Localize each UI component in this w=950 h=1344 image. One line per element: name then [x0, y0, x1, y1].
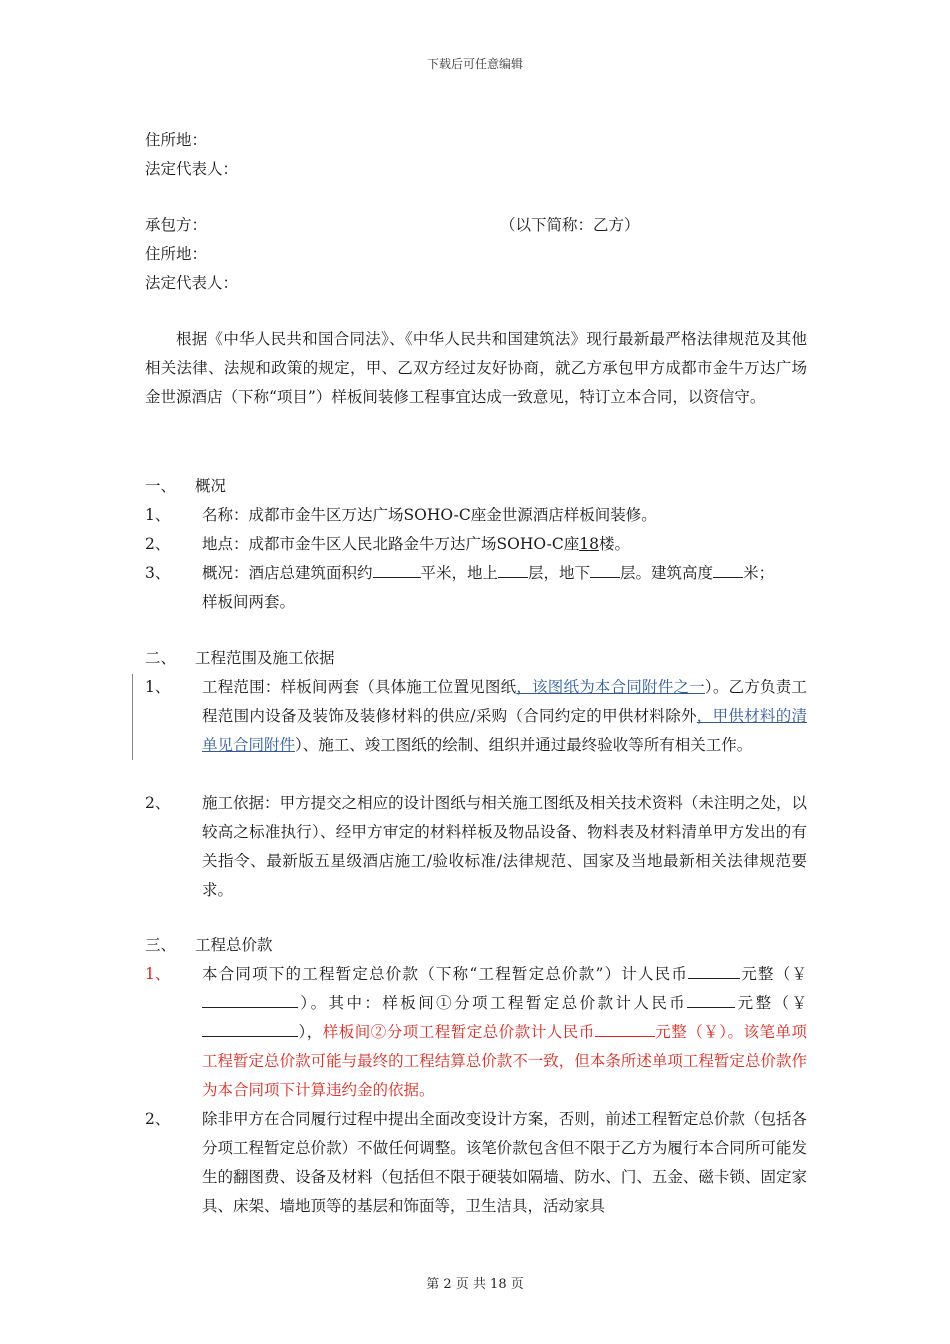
s3-item1-part-c: ）。其中：样板间①分项工程暂定总价款计人民币 — [298, 994, 688, 1012]
room1-yuan-blank — [202, 1020, 298, 1037]
s1-item2-part-a: 地点：成都市金牛区人民北路金牛万达广场SOHO-C座 — [202, 535, 580, 553]
s3-item1-part-d: 元整（￥ — [735, 994, 807, 1012]
s1-item3-part-d: 层。建筑高度 — [620, 564, 714, 582]
s2-item1-number: 1、 — [145, 678, 171, 696]
s2-item2-text: 施工依据：甲方提交之相应的设计图纸与相关施工图纸及相关技术资料（未注明之处，以较高之标准执行）、经甲方审定的材料样板及物品设备、物料表及材料清单甲方发出的有关指令、最新版五星级酒店施工/验收标准/法律规范、国家及当地最新相关法律规范要求。 — [202, 794, 807, 899]
s3-item1-number: 1、 — [145, 965, 171, 983]
s3-item1-part-e: ）， — [298, 1023, 323, 1041]
party-b-contractor-label: 承包方： — [145, 216, 208, 234]
section-2-title: 工程范围及施工依据 — [195, 649, 335, 667]
section-1-heading — [145, 472, 227, 501]
section-3-title: 工程总价款 — [195, 936, 273, 954]
revision-bar — [132, 674, 133, 760]
s1-item3-part-e: 米； — [743, 564, 775, 582]
material-list-link[interactable]: ，甲供材料的清单见合同附件 — [202, 707, 807, 754]
section-1-title: 概况 — [195, 477, 227, 495]
s3-item1-red-part-c: ）。该笔单项工程暂定总价款可能与最终的工程结算总价款不一致，但本条所述单项工程暂定总价款作为本合同项下计算违约金的依据。 — [202, 1023, 807, 1099]
floors-below-blank — [590, 561, 620, 578]
section-2-number: 二、 — [145, 649, 177, 667]
section-1-number: 一、 — [145, 477, 177, 495]
s3-item1-part-a: 本合同项下的工程暂定总价款（下称“工程暂定总价款”）计人民币 — [202, 965, 689, 983]
height-blank — [713, 561, 743, 578]
s1-item3-number: 3、 — [145, 564, 171, 582]
s3-item1-part-b: 元整（￥ — [740, 965, 807, 983]
s3-item1-text — [202, 960, 807, 1105]
s1-item3-part-a: 概况：酒店总建筑面积约 — [202, 564, 373, 582]
page-header: 下载后可任意编辑 — [426, 57, 523, 71]
section-3-heading — [145, 931, 273, 960]
s1-item3-part-c: 层，地下 — [528, 564, 591, 582]
total-amount-blank — [688, 962, 740, 979]
s2-item1-part-c: ）、施工、竣工图纸的绘制、组织并通过最终验收等所有相关工作。 — [295, 736, 753, 754]
s1-item3-text — [202, 559, 807, 617]
s3-item1-red-part-a: 样板间②分项工程暂定总价款计人民币 — [322, 1023, 595, 1041]
room1-amount-blank — [687, 991, 735, 1008]
party-b-abbr: （以下简称：乙方） — [500, 216, 640, 234]
s1-item2-text — [202, 530, 807, 559]
s2-item1-text — [202, 673, 807, 760]
preamble-paragraph: 根据《中华人民共和国合同法》、《中华人民共和国建筑法》现行最新最严格法律规范及其他相关法律、法规和政策的规定，甲、乙双方经过友好协商，就乙方承包甲方成都市金牛万达广场金世源酒店（下称“项目”）样板间装修工程事宜达成一致意见，特订立本合同，以资信守。 — [145, 330, 807, 406]
party-a-address-label: 住所地： — [145, 131, 208, 149]
section-2-heading — [145, 644, 335, 673]
s3-item2-number: 2、 — [145, 1110, 171, 1128]
s1-item3-part-f: 样板间两套。 — [202, 593, 296, 611]
floors-above-blank — [498, 561, 528, 578]
s2-item1-part-b: ）。乙方负责工程范围内设备及装饰及装修材料的供应/采购（合同约定的甲供材料除外 — [202, 678, 807, 725]
area-blank — [373, 561, 421, 578]
s1-item2-number: 2、 — [145, 535, 171, 553]
total-yuan-blank — [202, 991, 298, 1008]
s1-item1-text: 名称：成都市金牛区万达广场SOHO-C座金世源酒店样板间装修。 — [202, 506, 657, 524]
s2-item1-part-a: 工程范围：样板间两套（具体施工位置见图纸 — [202, 678, 517, 696]
s2-item2-number: 2、 — [145, 794, 171, 812]
party-b-address-label: 住所地： — [145, 245, 208, 263]
party-b-rep-label: 法定代表人： — [145, 274, 239, 292]
party-a-rep-label: 法定代表人： — [145, 160, 239, 178]
s3-item1-red-part-b: 元整（￥ — [654, 1023, 720, 1041]
s3-item2-text: 除非甲方在合同履行过程中提出全面改变设计方案，否则，前述工程暂定总价款（包括各分项工程暂定总价款）不做任何调整。该笔价款包含但不限于乙方为履行本合同所可能发生的翻图费、设备及材料（包括但不限于硬装如隔墙、防水、门、五金、磁卡锁、固定家具、床架、墙地顶等的基层和饰面等，卫生洁具，活动家具 — [202, 1110, 807, 1215]
room2-amount-blank — [595, 1020, 655, 1037]
s1-item1-number: 1、 — [145, 506, 171, 524]
s1-item2-part-b: 楼。 — [598, 535, 630, 553]
s1-item3-part-b: 平米，地上 — [420, 564, 499, 582]
attachment-drawing-link[interactable]: ，该图纸为本合同附件之一 — [516, 678, 705, 696]
section-3-number: 三、 — [145, 936, 177, 954]
page-footer: 第 2 页 共 18 页 — [426, 1277, 524, 1292]
s1-item2-floor: 18 — [579, 535, 599, 553]
